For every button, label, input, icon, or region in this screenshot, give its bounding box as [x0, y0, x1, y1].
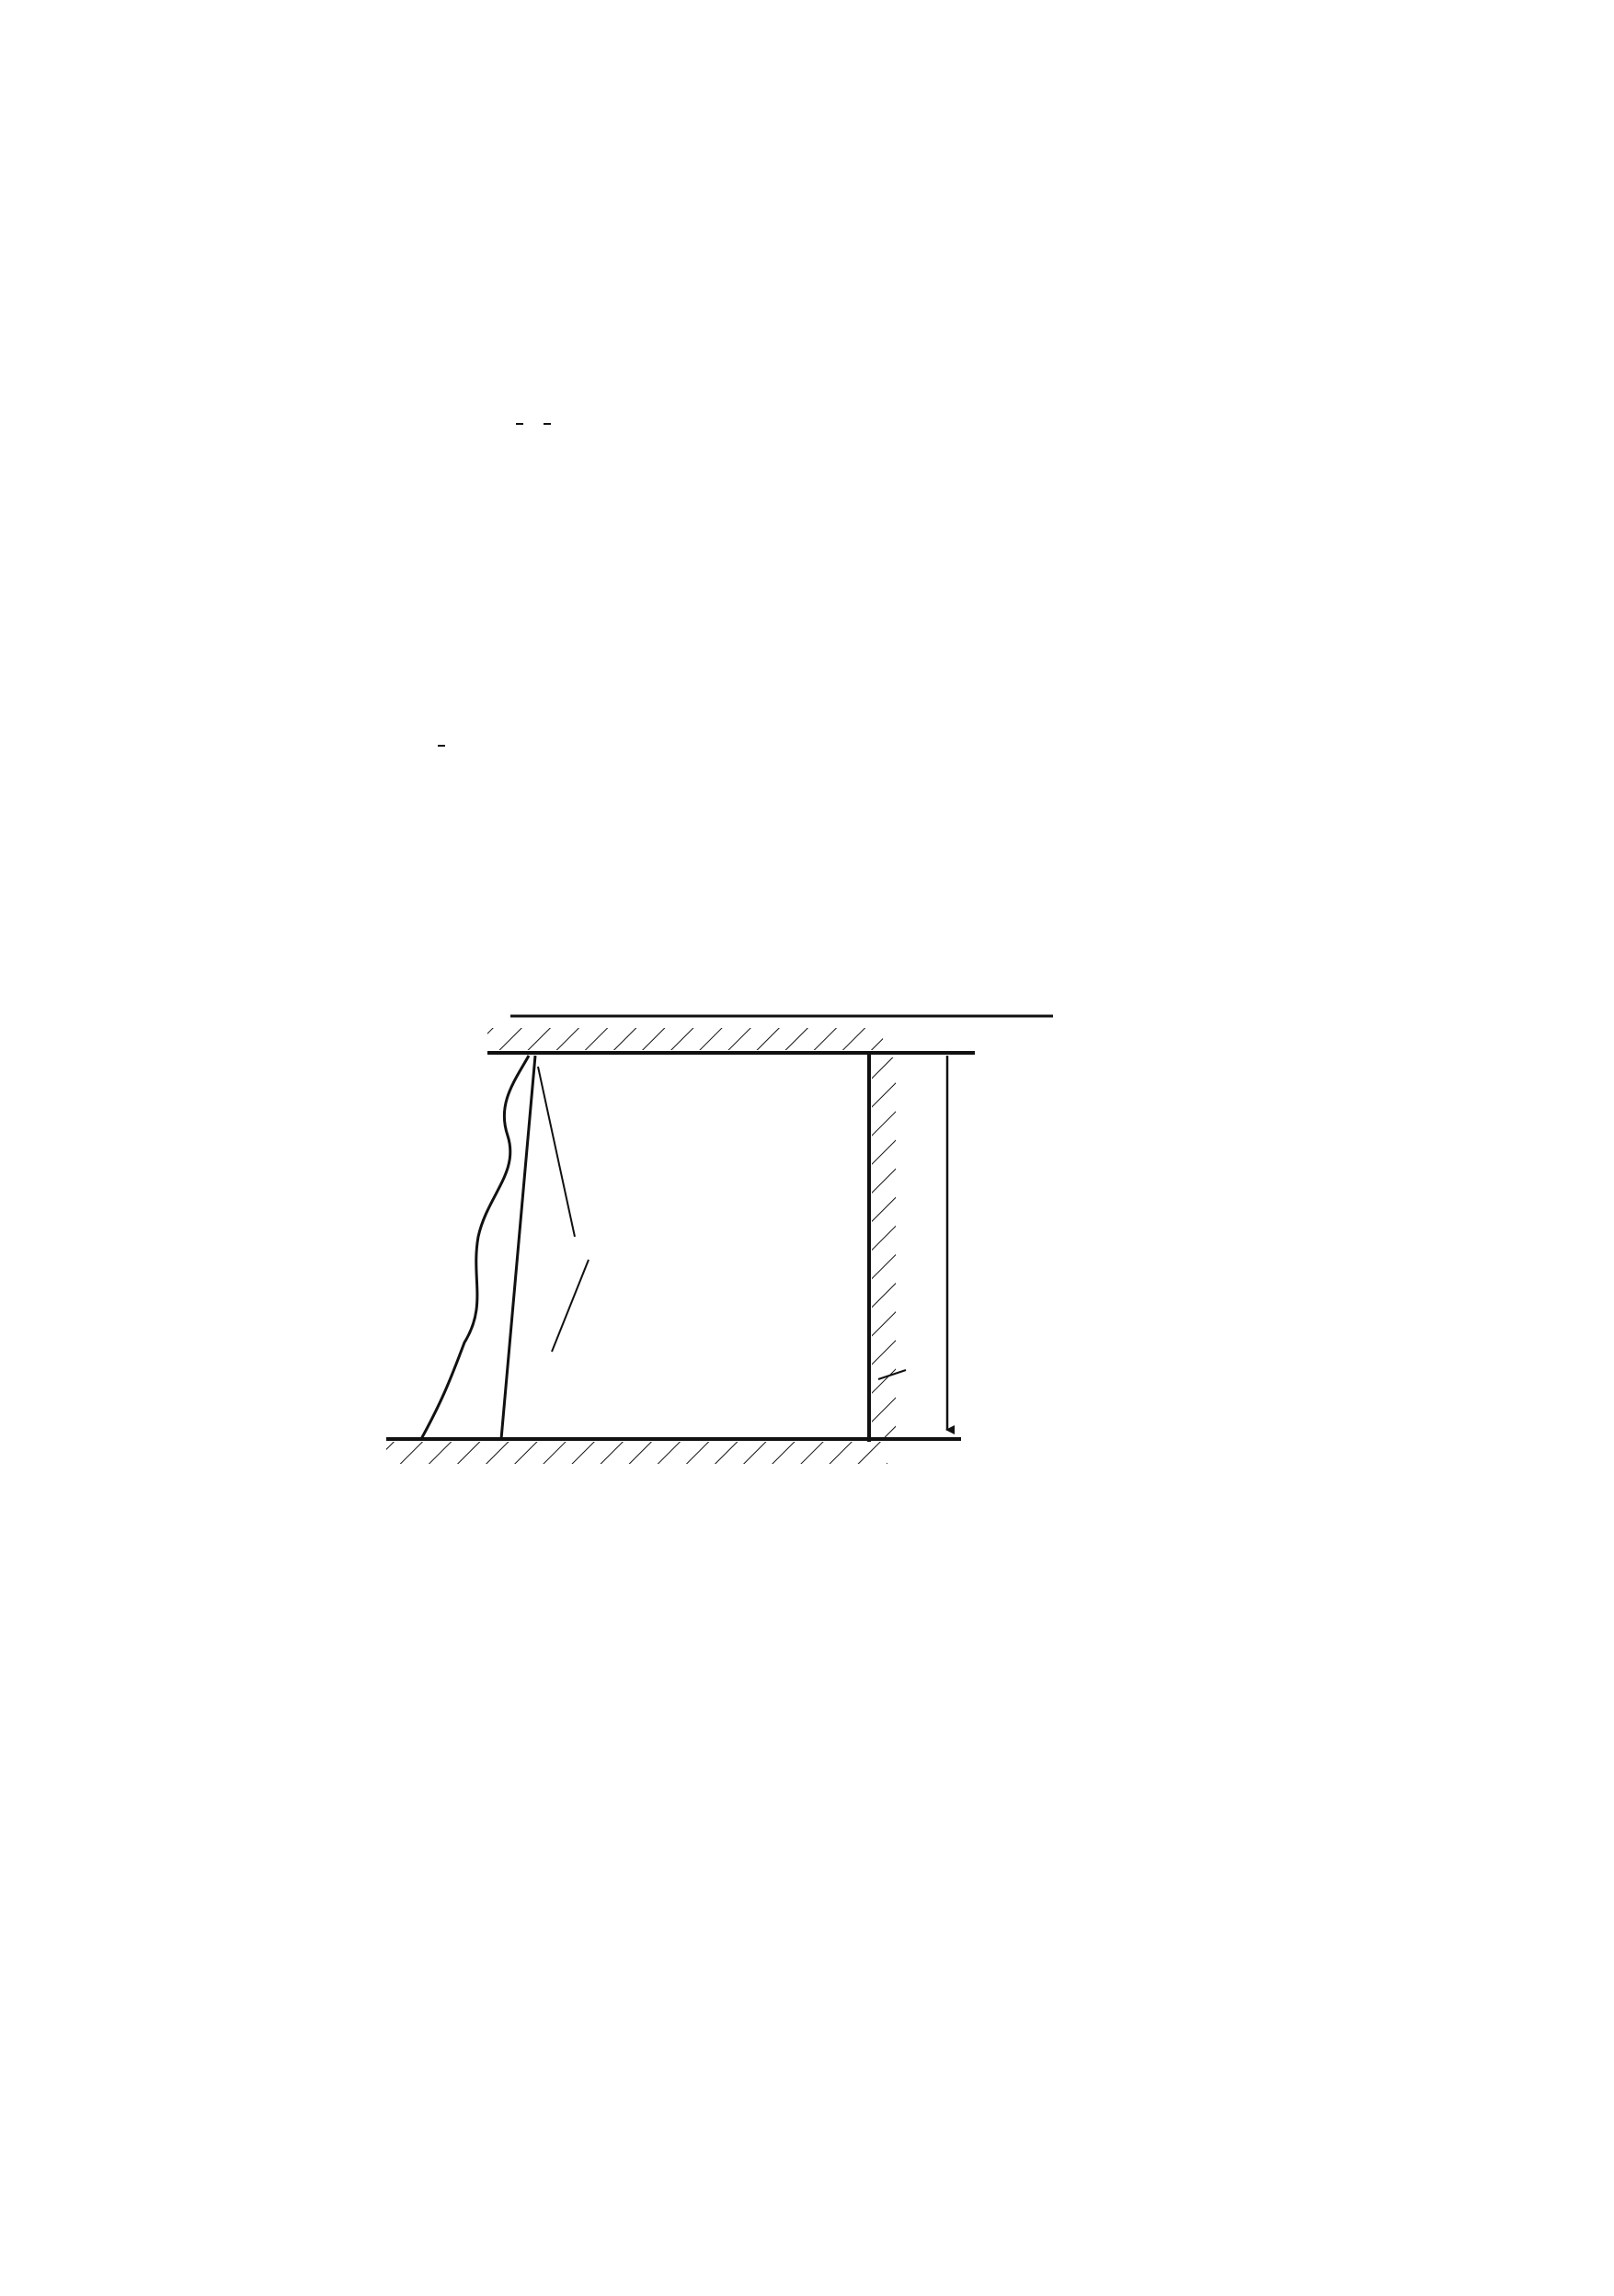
formula-2-fraction [438, 745, 445, 747]
formula-support-reaction [432, 726, 451, 761]
paragraph-3 [213, 1580, 1409, 1940]
formula-1-fraction-k3 [516, 423, 523, 425]
working-boundary-curve [421, 1056, 529, 1439]
formula-1-frac2-num [544, 423, 551, 425]
roof-hatch [487, 1028, 883, 1050]
boundary-straight-line [501, 1056, 535, 1439]
formula-stability-condition [510, 405, 556, 440]
formula-1-frac1-num [516, 423, 523, 425]
face-hatch [872, 1057, 896, 1439]
formula-2-frac-num [438, 745, 445, 747]
formula-1-fraction-p4k [544, 423, 551, 425]
floor-hatch [386, 1442, 887, 1464]
label-1-leader-a [538, 1067, 575, 1237]
label-1-leader-b [552, 1260, 589, 1352]
